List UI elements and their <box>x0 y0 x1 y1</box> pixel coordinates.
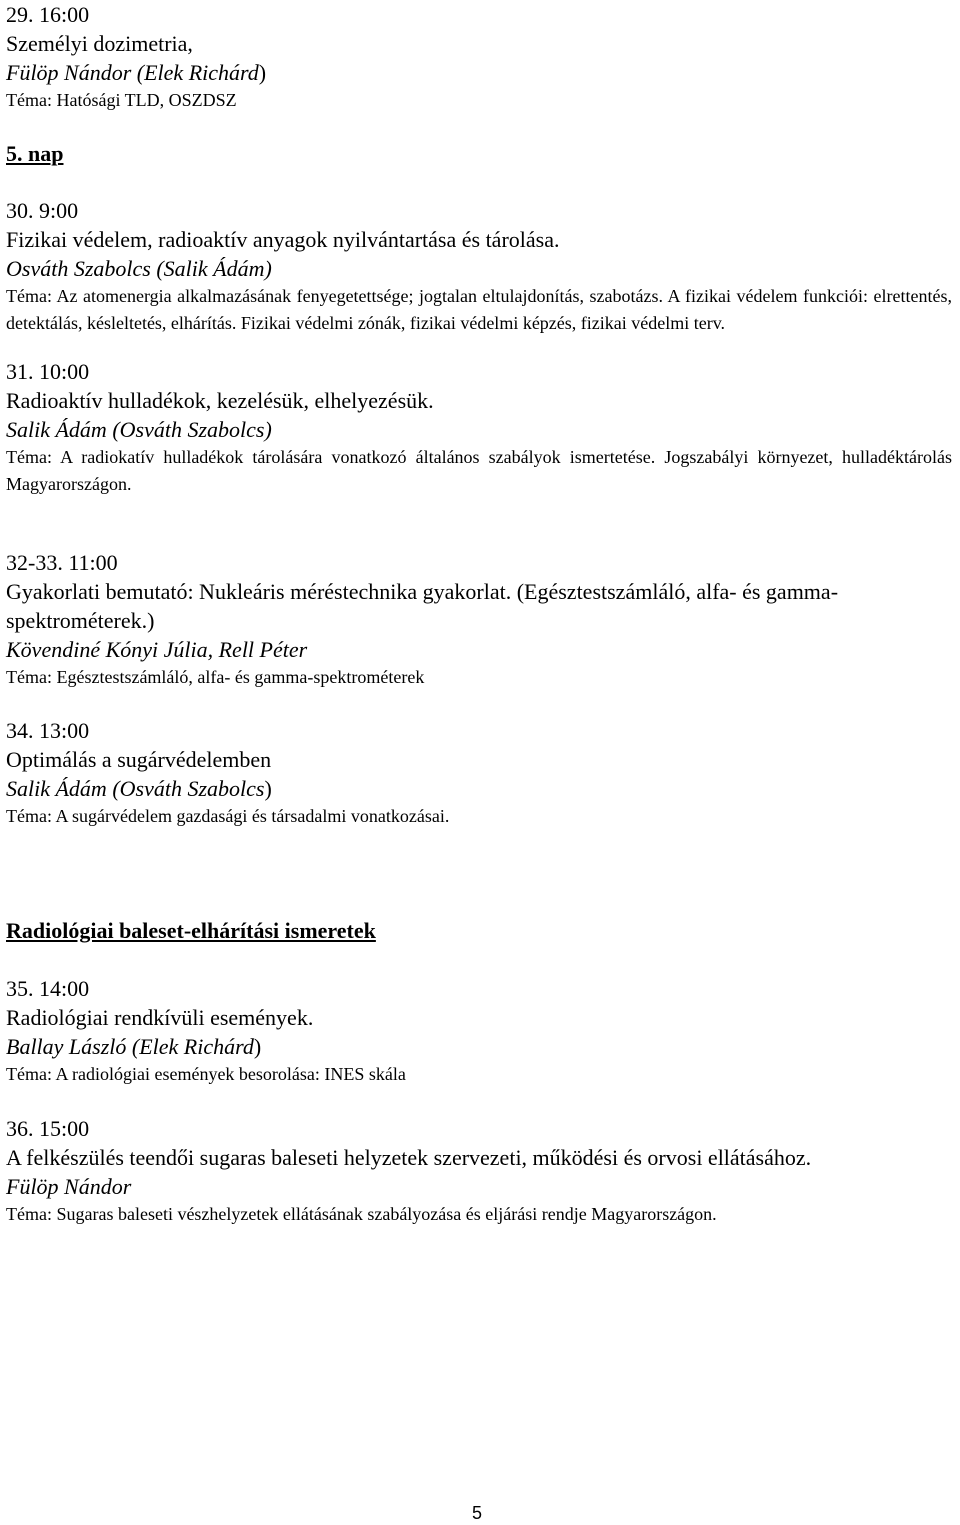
lecturer-tail: ) <box>253 1034 262 1059</box>
session-topic: Téma: Egésztestszámláló, alfa- és gamma-spektrométerek <box>6 667 425 687</box>
day-heading: 5. nap <box>6 141 64 166</box>
session-time: 36. 15:00 <box>6 1116 90 1141</box>
session-35 <box>6 974 952 1088</box>
session-title: Gyakorlati bemutató: Nukleáris méréstechnika gyakorlat. (Egésztestszámláló, alfa- és gamma-spektrométerek.) <box>6 579 839 633</box>
session-title: Optimálás a sugárvédelemben <box>6 747 272 772</box>
session-title: A felkészülés teendői sugaras baleseti helyzetek szervezeti, működési és orvosi ellátásához. <box>6 1145 812 1170</box>
session-topic: Téma: Sugaras baleseti vészhelyzetek ellátásának szabályozása és eljárási rendje Magyarországon. <box>6 1204 717 1224</box>
session-lecturer <box>6 774 952 803</box>
session-time: 31. 10:00 <box>6 359 90 384</box>
session-31 <box>6 357 952 498</box>
session-title: Fizikai védelem, radioaktív anyagok nyilvántartása és tárolása. <box>6 227 560 252</box>
page-number: 5 <box>472 1503 483 1523</box>
session-lecturer <box>6 1032 952 1061</box>
session-topic: Téma: A radiokatív hulladékok tárolására vonatkozó általános szabályok ismertetése. Jogszabályi környezet, hulladéktárolás Magyarországon. <box>6 447 952 494</box>
session-29 <box>6 0 952 114</box>
session-time: 35. 14:00 <box>6 976 90 1001</box>
session-time: 32-33. 11:00 <box>6 550 118 575</box>
session-topic: Téma: A radiológiai események besorolása: INES skála <box>6 1064 406 1084</box>
session-lecturer: Fülöp Nándor <box>6 1174 132 1199</box>
lecturer-tail: ) <box>264 776 272 801</box>
session-title: Radioaktív hulladékok, kezelésük, elhelyezésük. <box>6 388 434 413</box>
section-heading: Radiológiai baleset-elhárítási ismeretek <box>6 918 376 943</box>
session-36 <box>6 1114 952 1228</box>
session-topic: Téma: Hatósági TLD, OSZDSZ <box>6 90 237 110</box>
session-lecturer: Salik Ádám (Osváth Szabolcs) <box>6 417 272 442</box>
lecturer-name: Salik Ádám (Osváth Szabolcs <box>6 776 265 801</box>
session-lecturer <box>6 58 952 87</box>
lecturer-name: Fülöp Nándor (Elek Richárd <box>6 60 259 85</box>
session-time: 34. 13:00 <box>6 718 90 743</box>
session-34 <box>6 716 952 830</box>
session-topic: Téma: Az atomenergia alkalmazásának fenyegetettsége; jogtalan eltulajdonítás, szabotázs. A fizikai védelem funkciói: elrettentés, detektálás, késleltetés, elhárítás. Fizikai védelmi zónák, fizikai védelmi képzés, fizikai védelmi terv. <box>6 286 952 333</box>
session-lecturer: Osváth Szabolcs (Salik Ádám) <box>6 256 272 281</box>
session-32-33 <box>6 548 952 691</box>
day-heading-block <box>6 139 952 168</box>
section-heading-block <box>6 916 952 945</box>
lecturer-name: Ballay László (Elek Richárd <box>6 1034 254 1059</box>
session-title: Személyi dozimetria, <box>6 31 193 56</box>
session-30 <box>6 196 952 337</box>
session-topic: Téma: A sugárvédelem gazdasági és társadalmi vonatkozásai. <box>6 806 450 826</box>
session-time: 30. 9:00 <box>6 198 79 223</box>
session-time: 29. 16:00 <box>6 2 90 27</box>
session-title: Radiológiai rendkívüli események. <box>6 1005 314 1030</box>
session-lecturer: Kövendiné Kónyi Júlia, Rell Péter <box>6 637 308 662</box>
lecturer-tail: ) <box>258 60 267 85</box>
